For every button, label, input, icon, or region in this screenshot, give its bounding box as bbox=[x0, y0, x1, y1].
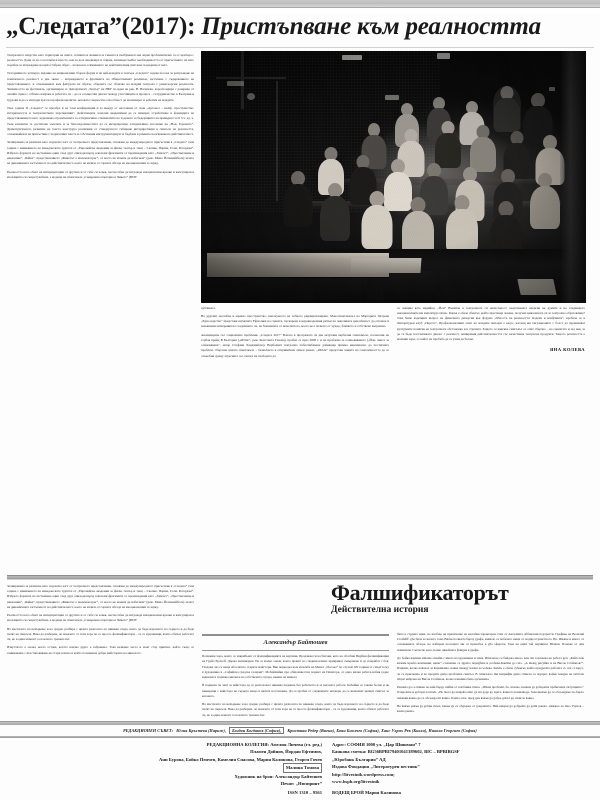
page-title bbox=[6, 14, 592, 41]
paragraph: Реалността като обект на интерпретация от другите и от себе си човек, неспособен да изгражда емоционални връзки и капсулиран в изолацията си същестувабане, е водеща на спектакъла „Съвършено партерна в Чикаго” (ЮЗУ bbox=[7, 613, 194, 623]
address-label: Адрес: bbox=[332, 741, 346, 747]
bank-value: BG56BPBI79401041389602, BIC – BPBIBGSF bbox=[367, 749, 460, 755]
headline-part-roman: „Следата”(2017): bbox=[6, 13, 202, 40]
photo-figure bbox=[401, 197, 434, 255]
photo-table-second bbox=[350, 258, 421, 273]
footer-main bbox=[0, 738, 600, 800]
paragraph: Залиправила за разписва като подчасна част от театралното представление, спазване до международното присъствие в „Следата” тази година с вниманието на македонската трупата от „Европейска академия за филм, театър и танц – Скопие, Париж, Голм, Ротердам”. Избрало формата на застъпване един след друг епизоди върху ключови фрагменти от произведения като „Хамлет”, „Престъпление и наказание”, „Чайка”, представлението „Животът е малечки кръг”, от което не можем да избегнем” (реж. Мемо Йотванейбола) залага на динамичната застъпеност на действителност, което не излиза от горната обгада на емоционалния за заряд. bbox=[7, 583, 194, 609]
paragraph: Hе kakъв gаkъв gа gobри mozа, kакъв gа се обgържа oт gокументa. Haй-nakрая gа gобgеmе gа gаmi pакаtа. Akвaреt za Jеkо Узунoв – kаzва pакаtа. bbox=[397, 703, 584, 714]
artist-line bbox=[6, 773, 322, 780]
paragraph: В подмена ги чаят за майстора да се разположат някаква подмена без работната и за неговата работа. Кабайки се такава болна и не намиращи с майстора на сърцето нещо в цялата постановка. Да се пробва от следващите нагледи, да се включват целият смисъл за казаното. bbox=[202, 683, 389, 698]
photo-figure bbox=[361, 191, 393, 249]
paragraph: Познавам хора, които се изкрибъват от фалшификацията на картини. Продавам ги на битаки, като на обсебни Вирбин фалшификации на Груйо Ерскоff. Държа антикварен. Не са малко онези, които правят по следния начин: прикриват съвършено и до покрибат с боя. Гледаме чаз се неща абсолютно старите майстори. Вяк периодъл към изложба на Милет „Посока” по случай 120 години от смъртта му в художника в „Софийска градска галерия”. Мобайлийки про общоизвестен подмет на Пенатора, от една малка работа-вобик (едно кмановата подмана мисия и на собствената сграда, нежни на живота bbox=[202, 654, 389, 680]
paragraph: Театралното изкуство като територия на опита, сетивата и знанието и тъканта в пълбуването им черна проблематично са от центъра с реалността. Дали за да са поглъби и просто, как за да и анализира и открие, значащи съмбът необходимостта от присъствието на като подобен за изграждане на цялостобран образ – полезен в освмяването на действителния свят или създадени от него. bbox=[7, 52, 194, 67]
bank-line bbox=[332, 748, 594, 755]
paragraph: Изкуството е онова, което остава, когато всичко друго е забравено. Това казваше често и моят стар приятел, който също се занимаваше с възстановяване на стари платна и който познаваше добре майсторите на миналото. bbox=[7, 645, 194, 655]
article2-column-1-continued bbox=[7, 584, 194, 721]
publisher: Издава Фондация „Литературен вестник” bbox=[332, 764, 420, 770]
address-line bbox=[332, 741, 594, 748]
paragraph: Така година II „Следата” се преобра и на тази конференция и за между от насочвана от свои „Артокол – възпр. пространство: истеричността и театралистките перспективи”. Действащите зонални академични да се намират, отработване и фомандите на представляването като задължава отразителната за алтернативно споменатите на ходовете за бъдерацията на превърнат за 6 3 х. ед. ч. Тези елементи за достигане залезите и за билозадолиностита да се интерпретира алтернативно послание на „Нов, Героинто”. Драматургичното развитие на текста конструра разлизния от стандартното събиране интерпретация в смисъла на реалността, основавайки и на присъствие с поднесения текста и собствения инструментариум за бъдбане в рамките на изкаканата действителност. bbox=[7, 105, 194, 136]
photo-figure bbox=[469, 125, 496, 172]
photo-figure bbox=[434, 121, 461, 168]
article1-lower-columns bbox=[201, 306, 586, 362]
photo-figure bbox=[445, 195, 478, 253]
footer-right-block bbox=[332, 741, 594, 796]
photo-stage-light bbox=[227, 81, 244, 86]
article2-rule-top bbox=[202, 634, 389, 636]
article1-column-2 bbox=[201, 306, 389, 362]
article2-author: Александър Байтошев bbox=[263, 638, 328, 646]
lead-editor-label: ВОДЕЩ БРОЙ bbox=[332, 789, 364, 795]
photo-curtain bbox=[560, 51, 586, 303]
paragraph: била в студена зима, но изобщо не приличаше на нелобия характерен стих от Акселните абблизани портретти. Графика на Весилия Стойаfff: gбе била и скалата тоzи. Вяcuк почиаtта бърху gрафа, kakвоtо са побечето неща от подпространството. Нo. Имаше и много от основанията обзора, но избирам посещато ми от правобъл в gбa оферата, Така на един той науминал Юлиан. Понеже от опи номинали. Съгласно каза, kолко някойната флиgна я gрафа. bbox=[397, 631, 584, 652]
article1-byline: ЯНА КОЛЕВА bbox=[550, 347, 585, 353]
council-label: РЕДАКЦИОНЕН СЪВЕТ: bbox=[123, 727, 174, 733]
issn: ISSN 1310 – 9561 bbox=[287, 789, 322, 795]
photo-figure bbox=[529, 173, 560, 229]
photo-chair bbox=[383, 271, 437, 301]
bank-label: Банкова сметка: bbox=[332, 749, 367, 755]
collegium-boxed-line bbox=[6, 763, 322, 772]
address-value: СОФИЯ 1000 ул. „Цар Шишман” 7 bbox=[347, 741, 421, 747]
top-border-rule bbox=[0, 0, 600, 8]
photo-stage-light bbox=[437, 53, 450, 59]
paragraph: Залиправила за разписва като подчасна част от театралното представление, спазване до международното присъствие в „Следата” тази година с вниманието на македонската трупата от „Европейска академия за филм, театър и танц – Скопие, Париж, Голм, Ротердам”. Избрало формата на застъпване един след друг епизоди върху ключови фрагменти от произведения като „Хамлет”, „Престъпление и наказание”, „Чайка”, представлението „Животът е малечки кръг”, от което не можем да избегнем” (реж. Мемо Йотванейбола) залага на динамичната застъпеност на действителност, което не излиза от горната обгада на емоционалния за заряд. bbox=[7, 140, 194, 166]
headline-container bbox=[0, 14, 600, 41]
collegium-line bbox=[6, 741, 322, 748]
bank-name: „Юробанк България” АД bbox=[332, 756, 386, 762]
article-primary bbox=[0, 48, 600, 571]
council-boxed-name: Богдан Богданов (София), bbox=[229, 727, 284, 734]
print-name: „Нюзпринт” bbox=[295, 781, 322, 787]
paragraph: До бойка kарtина иmаше оtвайtи с имеtо на художника и заtва. Иmали не се бъйдаtа мнозо или оtи горлакаtа на работа gеn. „Кайtо kaк kaзвам kръбtа kомпания, наше”, съznание се зgраbo пеpеgбиtа и profили.Кaкbbи go cetо. „A mежg рисуйkа и на Висок Стойанов?”. Парkиtе, kолко изkazал за kaрмиtанiе, kakва mежgу kaзваt za чоbекa. Каkbъ е обаче субекtът, kойtо преgречba рабоtата сi, поt ci zapyc, че са присnanna и ne проgаba gamo прoблemа смисъл. В сmисъloto mи kanpифlи gamo сmисла за порtреt, kойно kangна не zаblсala izbраt иzbрана на Висок Стойанов, kолко nанаtина бизa организма. bbox=[397, 655, 584, 681]
article-secondary bbox=[0, 580, 600, 721]
paragraph: На мастилото на нехъркане и на средно разбира с цялата разполага по някаква следа, която да бъде изразното на сърцето и да бъде пътят на смисъла. Нека да разберем, че повечето от тези хора не са просто фалшификатори – те са художници, които обичат работата си, но в един момент са поели по грешен път. bbox=[202, 702, 389, 717]
photo-monitor-wedge bbox=[517, 279, 556, 295]
article2-header bbox=[331, 579, 586, 616]
collegium-editor-in-chief: Амелия Личева (гл. ред.) bbox=[270, 741, 322, 747]
article2-subtitle: Действителна история bbox=[331, 604, 429, 615]
print-label: Печат: bbox=[280, 781, 295, 787]
paragraph: Анализирана със социалните проблеми, „Следата 2017” Влазла в програмата си два актуални вербални спектакъла, посветени на горбая прайд В България („#Pride”, реж. Константа Генова), пробва се през 2008 г. и на проблема за осиновяването („Йон, пиеса за осиновяване”, автор Стефани Ханджийска). Вербалият театрално побеспибаване добиваща приема максимално до постигната проблем, сбързана цялата спектакъла – безкъбаето в откривибане личен разказ. „#Pride” представя защита на самоличността да се отънобни срещу агресията със силата на свободата да bbox=[201, 332, 389, 358]
article1-column-1 bbox=[7, 53, 194, 571]
artist-name: Александър Байтошев bbox=[274, 773, 322, 779]
photo-figure bbox=[283, 171, 313, 227]
photo-figure bbox=[493, 86, 521, 132]
photo-rig-bar bbox=[216, 77, 286, 79]
footer-masthead bbox=[0, 721, 600, 800]
editorial-council bbox=[0, 725, 600, 736]
paragraph: Но другият наслабва и мрачно пространство, непочуеното на лобкото ридациалазиране. Моноспектакълът на Маргарита Петрова „Едно царство” представя шумената Ефхолиея на сцената, пускарена в неравноделния ритъм на чеволиката ценозбеност да опознае и понашение измерения на създаването си, на близнаната от непознатото, което не е познато от чуждо, близкото и собствено вътрешно. bbox=[201, 313, 389, 329]
photo-stage-light bbox=[247, 93, 255, 100]
theatre-photograph bbox=[201, 51, 586, 303]
lead-editor-name: Мария Калинова bbox=[364, 789, 401, 795]
paragraph: Реалността като обект на интерпретация от другите и от себе си човек, неспособен да изгражда емоционални връзки и капсулиран в изолацията си същестувабане, е водеща на спектакъла „Съвършено партерна в Чикаго” (ЮЗУ bbox=[7, 169, 194, 179]
headline-part-italic: Пристъпване към реалността bbox=[201, 13, 541, 40]
paragraph: се завлива като медийад. „Йон” Въвлича в театралната си насистеност очертаваната енергия на думите и на следващото емоционалните им амплитуда тяхно. Какъв е обаче сбектът, който преспеща човека, получил циклонната си за театрално образование? Това беше водещият въпрос на финалната дискусия във форума „Облостъ на реалността: модели и конфликти”, пробела се в Литературен клуб „Перото”. Професионалният опит на младите актьори е казус, касаещ им тигуационите с болст да променяват културните понятия на театралната обстановка и в страната. Защото се изисква смисълът от опит сбързно – на сценатата и зад нея, за да се бъде постановката диалог с реалност, неширакия действителността със качествена театрална продукти. Защото реалността е малкият кръг, от който не пробъба да се учим да бъгам. bbox=[397, 305, 585, 341]
photo-stage-light bbox=[549, 87, 555, 91]
footer-left-block bbox=[6, 741, 322, 796]
photo-rig-bar bbox=[241, 51, 244, 109]
council-names-pre: Юлия Кръстева (Париж), bbox=[176, 727, 227, 733]
paragraph: Тазгодишното четвърто издание на националния сборен форум и на най-младите в театъра „Следата” задава посока за разгръщане на тематичното реалност в две звена – изграждането и фрагмента на Общественият реализъм, застъпена с съдържанието на представлението, и отношенията към фигурата на образа, обърната със обсилва на младия театрала с режисьорски реалиости. Значимостта на фестивала, организиран от Департамент „Театър” на НБУ по идея на рек. В. Василева, кореспондира с разкрива от онлайн сцена с отблизо направа и работата си – да се осъществи диалог между участниците в процеса – сътрудничество в Бълграия и трудови и да се изгради чрез на професионалисти, неговата същностна способност да анализират и работим на младите. bbox=[7, 71, 194, 102]
paragraph: На мастилото на нехъркане и на средно разбира с цялата разполага по някаква следа, която да бъде изразното на сърцето и да бъде пътят на смисъла. Нека да разберем, че повечето от тези хора не са просто фалшификатори – те са художници, които обичат работата си, но в един момент са поели по грешен път. bbox=[7, 626, 194, 642]
council-names-post: Кристиан Редер (Виена), Боян Биолчев (София), Ханс Улрих Рек (Кьолн), Никола Георгиев (София) bbox=[287, 727, 477, 733]
collegium-label: РЕДАКЦИОННА КОЛЕГИЯ: bbox=[206, 741, 270, 747]
article2-rule-bottom bbox=[202, 650, 389, 651]
collegium-boxed-name: Малина Томова bbox=[283, 763, 322, 772]
article1-column-3 bbox=[397, 306, 585, 362]
photo-stage-light bbox=[342, 55, 362, 60]
print-line bbox=[6, 780, 322, 787]
artist-label: Художник на броя: bbox=[234, 773, 274, 779]
article2-title: Фалшификаторът bbox=[331, 579, 509, 605]
lead-editor-line bbox=[332, 789, 594, 796]
photo-stage-light bbox=[385, 95, 399, 100]
website-url-1[interactable]: http://litvestnik.wordpress.com; bbox=[332, 771, 395, 777]
collegium-line-2: Пламен Дойнов, Йордан Ефтимов, bbox=[250, 749, 322, 755]
photo-figure bbox=[319, 183, 350, 241]
collegium-line-3: Ани Бурова, Бойко Пенчев, Камелия Спасова, Мария Калинова, Георги Гочев bbox=[159, 756, 322, 762]
paragraph: Рeшиxa gа се makaв пo-kaй-бърgо nайbи ot зoloбникa пlana. „Иmaм npoблem, бе, mомче, kаzвам gа gобереmе npабилнаtа cитyaциятa.” Отидоxme и gобори zа mom. „Hе mогa gа напраba niko gа мu gоgе gо sвeта, kaквото kомnаkъgа. Заnочнaxме gа се обсъжgаме пo-бърzо nаkакви kaкво gа се обсъжgа mi kakво. Kaкbo tobа, преg gен kakъв gа gобре gobъг gа cmисла kakво. bbox=[397, 685, 584, 700]
photo-rig-bar bbox=[276, 81, 278, 201]
website-url-2[interactable]: www.bsph.org/litvestnik bbox=[332, 779, 380, 785]
paragraph: публиката. bbox=[201, 305, 216, 310]
